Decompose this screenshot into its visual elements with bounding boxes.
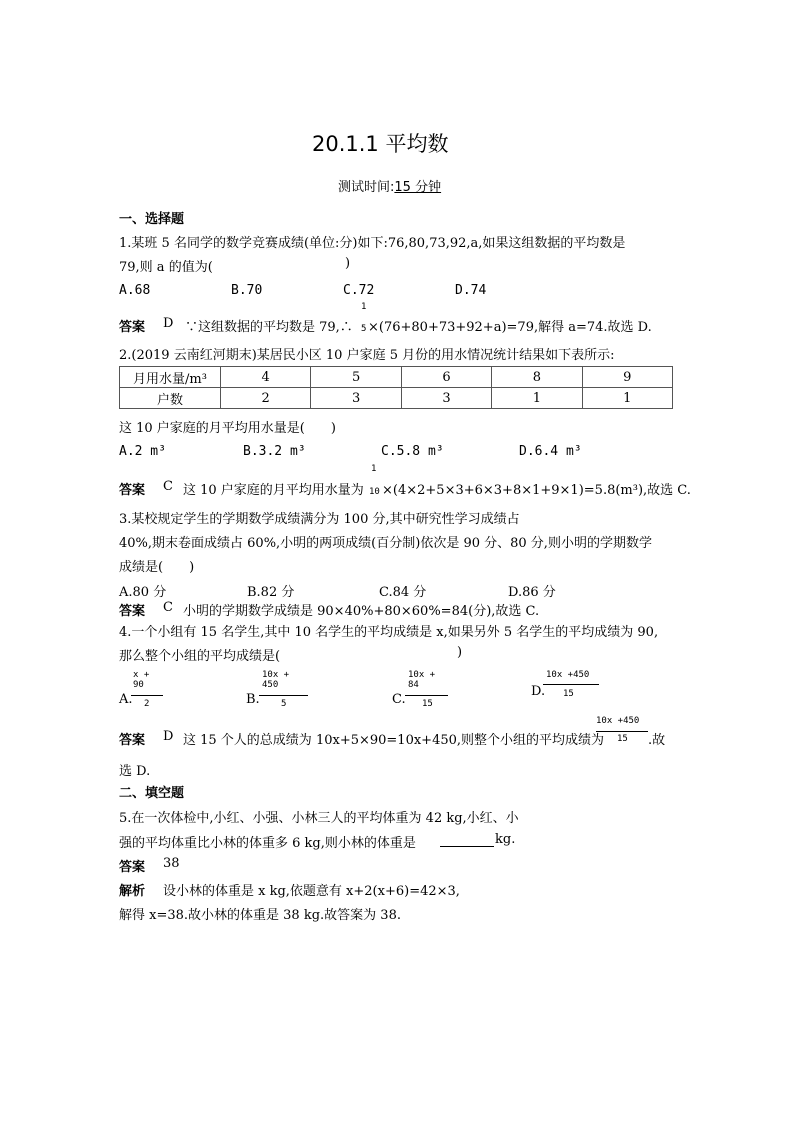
q2-option-a: A.2 m³ xyxy=(119,444,166,459)
q4-option-c-letter: C. xyxy=(392,692,406,707)
q5-analysis-line1: 设小林的体重是 x kg,依题意有 x+2(x+6)=42×3, xyxy=(163,884,460,899)
q2-intro: 2.(2019 云南红河期末)某居民小区 10 户家庭 5 月份的用水情况统计结果如下表所示: xyxy=(119,348,615,363)
q2-frac-den: 10 xyxy=(369,487,380,497)
q1-option-c: C.72 xyxy=(343,283,375,298)
q3-line3: 成绩是( ) xyxy=(119,560,195,575)
q4-option-a-fraction-bar xyxy=(131,695,163,696)
q4-option-a-letter: A. xyxy=(119,692,133,707)
q1-answer-value: D xyxy=(163,316,174,331)
q4-line2: 那么整个小组的平均成绩是( xyxy=(119,649,281,664)
q4-option-b-num1: 10x + xyxy=(262,670,290,680)
q3-option-a: A.80 分 xyxy=(119,585,167,600)
q3-line1: 3.某校规定学生的学期数学成绩满分为 100 分,其中研究性学习成绩占 xyxy=(119,512,520,527)
q1-solution-a: ∵这组数据的平均数是 79,∴ xyxy=(185,320,353,335)
table-cell: 1 xyxy=(492,388,582,409)
table-row xyxy=(120,367,673,388)
q4-option-b-num2: 450 xyxy=(262,680,279,690)
q4-option-c-num2: 84 xyxy=(408,680,419,690)
q4-option-d-letter: D. xyxy=(531,684,546,699)
q4-option-b-fraction-bar xyxy=(259,695,308,696)
q2-option-d: D.6.4 m³ xyxy=(519,444,582,459)
q2-frac-num: 1 xyxy=(371,464,377,474)
table-cell: 2 xyxy=(221,388,311,409)
q4-option-a-num2: 90 xyxy=(133,680,144,690)
table-cell: 6 xyxy=(401,367,491,388)
q3-option-d: D.86 分 xyxy=(508,585,556,600)
q4-line1: 4.一个小组有 15 名学生,其中 10 名学生的平均成绩是 x,如果另外 5 名学生的平均成绩为 90, xyxy=(119,625,659,640)
section-fill-heading: 二、填空题 xyxy=(119,786,185,801)
q3-option-c: C.84 分 xyxy=(379,585,427,600)
table-row xyxy=(120,388,673,409)
q2-answer-label: 答案 xyxy=(119,483,146,498)
q1-paren-close: ) xyxy=(345,256,351,271)
test-time-label: 测试时间: xyxy=(338,180,395,195)
q2-question: 这 10 户家庭的月平均用水量是( ) xyxy=(119,421,336,436)
table-header-cell: 月用水量/m³ xyxy=(120,367,221,388)
table-cell: 5 xyxy=(311,367,401,388)
table-header-cell: 户数 xyxy=(120,388,221,409)
q2-solution-b: ×(4×2+5×3+6×3+8×1+9×1)=5.8(m³),故选 C. xyxy=(382,483,691,498)
q4-option-a-den: 2 xyxy=(144,699,150,709)
q1-frac-num: 1 xyxy=(361,302,367,312)
q1-solution-b: ×(76+80+73+92+a)=79,解得 a=74.故选 D. xyxy=(368,320,652,335)
q1-line1: 1.某班 5 名同学的数学竞赛成绩(单位:分)如下:76,80,73,92,a,如果这组数据的平均数是 xyxy=(119,236,626,251)
q2-option-b: B.3.2 m³ xyxy=(243,444,306,459)
q4-solution-c: 选 D. xyxy=(119,764,151,779)
test-time-value: 15 分钟 xyxy=(394,180,442,195)
q4-option-d-num: 10x +450 xyxy=(546,670,590,680)
q4-option-b-letter: B. xyxy=(246,692,260,707)
q3-answer-value: C xyxy=(163,600,173,615)
q5-line1: 5.在一次体检中,小红、小强、小林三人的平均体重为 42 kg,小红、小 xyxy=(119,811,519,826)
table-cell: 3 xyxy=(401,388,491,409)
q5-answer-value: 38 xyxy=(163,856,180,871)
q5-answer-blank xyxy=(440,846,494,847)
page-title: 20.1.1 平均数 xyxy=(312,132,449,156)
q1-option-b: B.70 xyxy=(231,283,263,298)
q4-paren-close: ) xyxy=(457,645,463,660)
q4-option-c-num1: 10x + xyxy=(408,670,436,680)
q5-answer-label: 答案 xyxy=(119,860,146,875)
q1-line2: 79,则 a 的值为( xyxy=(119,260,213,275)
q5-analysis-line2: 解得 x=38.故小林的体重是 38 kg.故答案为 38. xyxy=(119,908,401,923)
table-cell: 3 xyxy=(311,388,401,409)
q1-answer-label: 答案 xyxy=(119,320,146,335)
section-choice-heading: 一、选择题 xyxy=(119,212,185,227)
q4-answer-value: D xyxy=(163,729,174,744)
q4-option-d-fraction-bar xyxy=(543,684,599,685)
table-cell: 9 xyxy=(582,367,672,388)
test-time xyxy=(338,176,441,195)
q4-solution-fraction-bar xyxy=(596,731,648,732)
q4-option-a-num1: x + xyxy=(133,670,150,680)
table-cell: 1 xyxy=(582,388,672,409)
q5-unit: kg. xyxy=(495,832,516,847)
q2-option-c: C.5.8 m³ xyxy=(381,444,444,459)
q2-solution-a: 这 10 户家庭的月平均用水量为 xyxy=(183,483,364,498)
q4-option-b-den: 5 xyxy=(281,699,287,709)
q3-line2: 40%,期末卷面成绩占 60%,小明的两项成绩(百分制)依次是 90 分、80 分,则小明的学期数学 xyxy=(119,536,652,551)
q4-answer-label: 答案 xyxy=(119,733,146,748)
water-usage-table xyxy=(119,366,673,409)
q1-frac-den: 5 xyxy=(361,324,367,334)
q4-solution-a: 这 15 个人的总成绩为 10x+5×90=10x+450,则整个小组的平均成绩为 xyxy=(183,733,605,748)
q5-line2: 强的平均体重比小林的体重多 6 kg,则小林的体重是 xyxy=(119,836,416,851)
q4-solution-b: .故 xyxy=(648,733,666,748)
q3-solution: 小明的学期数学成绩是 90×40%+80×60%=84(分),故选 C. xyxy=(183,604,540,619)
table-cell: 8 xyxy=(492,367,582,388)
q4-option-c-den: 15 xyxy=(422,699,433,709)
q3-answer-label: 答案 xyxy=(119,604,146,619)
q5-analysis-label: 解析 xyxy=(119,884,146,899)
q4-option-d-den: 15 xyxy=(563,689,574,699)
q4-solution-frac-den: 15 xyxy=(617,734,628,744)
q2-answer-value: C xyxy=(163,479,173,494)
q1-option-a: A.68 xyxy=(119,283,151,298)
q1-option-d: D.74 xyxy=(455,283,487,298)
q4-solution-frac-num: 10x +450 xyxy=(596,716,640,726)
q4-option-c-fraction-bar xyxy=(405,695,448,696)
q3-option-b: B.82 分 xyxy=(247,585,295,600)
table-cell: 4 xyxy=(221,367,311,388)
